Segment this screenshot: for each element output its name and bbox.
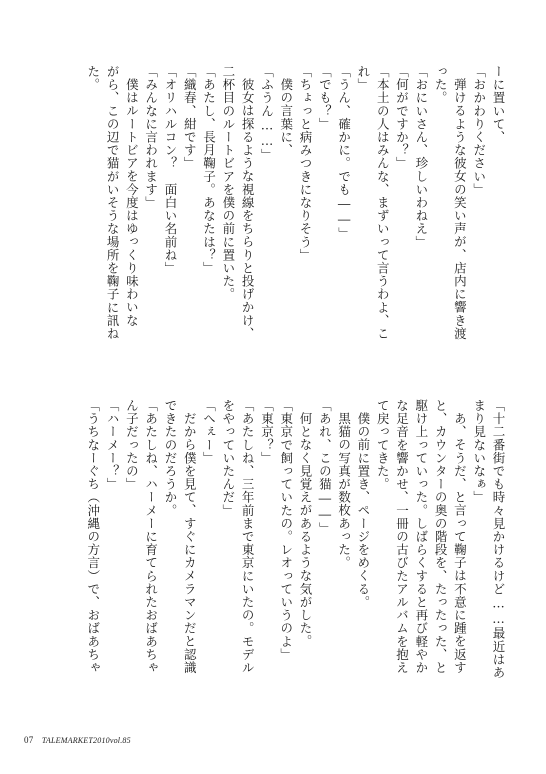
text-column: まり見ないなぁ」	[471, 399, 487, 504]
page-number: 07	[24, 735, 34, 745]
text-column: 「十二番街でも時々見かけるけど……最近はあ	[491, 399, 506, 680]
text-column: できたのだろうか。	[162, 399, 178, 517]
text-column: な足音を響かせ、一冊の古びたアルバムを抱え	[394, 399, 410, 675]
text-column: 駆け上っていった。しばらくすると再び軽やか	[413, 399, 429, 675]
text-column: 彼女は探るような視線をちらりと投げかけ、	[240, 77, 256, 340]
text-column: 「何がですか？」	[394, 65, 410, 170]
text-column: 「でも？」	[317, 65, 333, 131]
text-column: をやっていたんだ」	[220, 399, 236, 517]
text-column: 「おにいさん、珍しいわねえ」	[413, 65, 429, 249]
text-column: 黒猫の写真が数枚あった。	[336, 411, 352, 569]
text-column: あ、そうだ、と言って鞠子は不意に踵を返す	[452, 411, 468, 674]
text-column: 何となく見覚えがあるような気がした。	[298, 411, 314, 648]
text-column: 「あたしね、ハーメーに育てられたおばあちゃ	[143, 399, 159, 675]
text-column: 僕の前に置き、ページをめくる。	[355, 411, 371, 608]
text-column: た。	[85, 65, 101, 92]
text-column: 「ハーメー？」	[105, 399, 121, 491]
text-column: 「あたし、長月鞠子。あなたは？」	[201, 65, 217, 275]
text-column: 「みんなに言われます」	[143, 65, 159, 210]
text-column: 「ちょっと病みつきになりそう」	[298, 65, 314, 262]
text-column: 「あたしね、三年前まで東京にいたの。モデル	[240, 399, 256, 675]
text-column: 弾けるような彼女の笑い声が、店内に響き渡	[452, 77, 468, 340]
text-column: ーに置いて、	[491, 65, 506, 144]
text-column: がら、この辺で猫がいそうな場所を鞠子に訊ね	[105, 65, 121, 341]
text-column: 「本土の人はみんな、まずいって言うわよ、こ	[375, 65, 391, 341]
text-column: 「東京で飼っていたの。レオっていうのよ」	[278, 399, 294, 661]
text-column: 「へぇー」	[201, 399, 217, 465]
text-column: 「あれ、この猫――」	[317, 399, 333, 535]
text-column: 「おかわりください」	[471, 65, 487, 196]
upper-text-block	[83, 65, 508, 357]
text-column: 「オリハルコン？ 面白い名前ね」	[162, 65, 178, 275]
text-column: 僕はルートビアを今度はゆっくり味わいな	[124, 77, 140, 327]
text-column: 「ふうん……」	[259, 65, 275, 162]
text-column: と、カウンターの奥の階段を、たったった、と	[433, 399, 449, 675]
text-column: った。	[433, 65, 449, 105]
text-column: て戻ってきた。	[375, 399, 391, 491]
text-column: 「うん、確かに。でも――」	[336, 65, 352, 241]
text-column: 「織春、紺です」	[182, 65, 198, 170]
lower-text-block	[83, 399, 508, 689]
text-column: 僕の言葉に、	[278, 77, 294, 157]
text-column: れ」	[355, 65, 371, 92]
text-column: だから僕を見て、すぐにカメラマンだと認識	[182, 411, 198, 674]
text-column: 二杯目のルートビアを僕の前に置いた。	[220, 65, 236, 301]
text-column: 「うちなーぐち（沖縄の方言）で、おばあちゃ	[85, 399, 101, 675]
text-column: 「東京？」	[259, 399, 275, 465]
magazine-name: TALEMARKET2010vol.85	[41, 736, 131, 745]
page-footer	[24, 735, 131, 745]
text-column: ん子だったの」	[124, 399, 140, 491]
